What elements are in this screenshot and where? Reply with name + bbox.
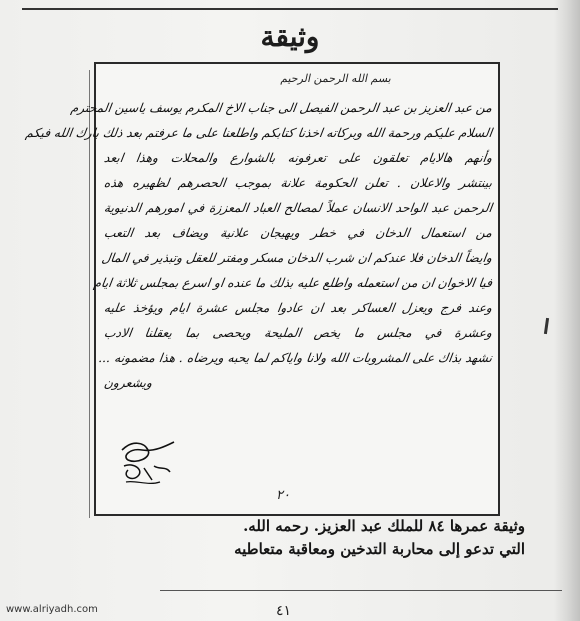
letter-line: بينتشر والاعلان . تعلن الحكومة علانة بموجب الحصرهم لظهيره هذه (103, 176, 494, 190)
letter-line: فيا الاخوان ان من استعمله واطلع عليه بذلك ما عنده او اسرع بمجلس ثلاثة ايام (92, 276, 494, 290)
margin-mark (544, 318, 549, 334)
caption-line-1: وثيقة عمرها ٨٤ للملك عبد العزيز. رحمه الله. (243, 517, 525, 535)
top-rule (22, 8, 558, 10)
document-title: وثيقة (260, 20, 320, 53)
page-number: ٤١ (276, 603, 292, 619)
source-watermark: www.alriyadh.com (6, 604, 98, 615)
letter-line: وايضاً الدخان فلا عندكم ان شرب الدخان مسكر ومفتر للعقل وتبذير في المال (100, 251, 494, 265)
letter-line: نشهد بذاك على المشروبات الله ولانا واياكم لما يحبه ويرضاه . هذا مضمونه ... (97, 351, 494, 365)
bottom-rule (160, 590, 562, 591)
letter-line: من استعمال الدخان في خطر ويهيجان علانية ويضاف بعد التعب (103, 226, 494, 240)
letter-line: وعشرة في مجلس ما يخص المليحة ويحصى بما يعقلنا الادب (103, 326, 494, 340)
caption-line-2: التي تدعو إلى محاربة التدخين ومعاقبة متعاطيه (234, 540, 525, 558)
page-spine-shadow (554, 0, 580, 621)
letter-page-number: ٢٠ (276, 488, 290, 503)
letter-line: ويشعرون (103, 376, 154, 390)
signature-seal (114, 436, 184, 492)
handwritten-letter (24, 62, 500, 516)
letter-line: الرحمن عبد الواحد الانسان عملاً لمصالح العباد المعززة في امورهم الدنيوية (103, 201, 494, 215)
letter-line: وعند فرج ويعزل العساكر بعد ان عادوا مجلس عشرة ايام ويؤخذ عليه (103, 301, 494, 315)
letter-body (24, 96, 494, 396)
letter-line: السلام عليكم ورحمة الله وبركاته اخذنا كتابكم واطلعنا على ما عرفتم بعد ذلك بارك الله فيكم (24, 126, 494, 140)
letter-line: من عبد العزيز بن عبد الرحمن الفيصل الى جناب الاخ المكرم يوسف ياسين المحترم (69, 101, 494, 115)
letter-line: وأنهم هالايام تعلقون على تعرفونه بالشوارع والمحلات وهذا ابعد (103, 151, 494, 165)
bismillah: بسم الله الرحمن الرحيم (279, 72, 393, 85)
